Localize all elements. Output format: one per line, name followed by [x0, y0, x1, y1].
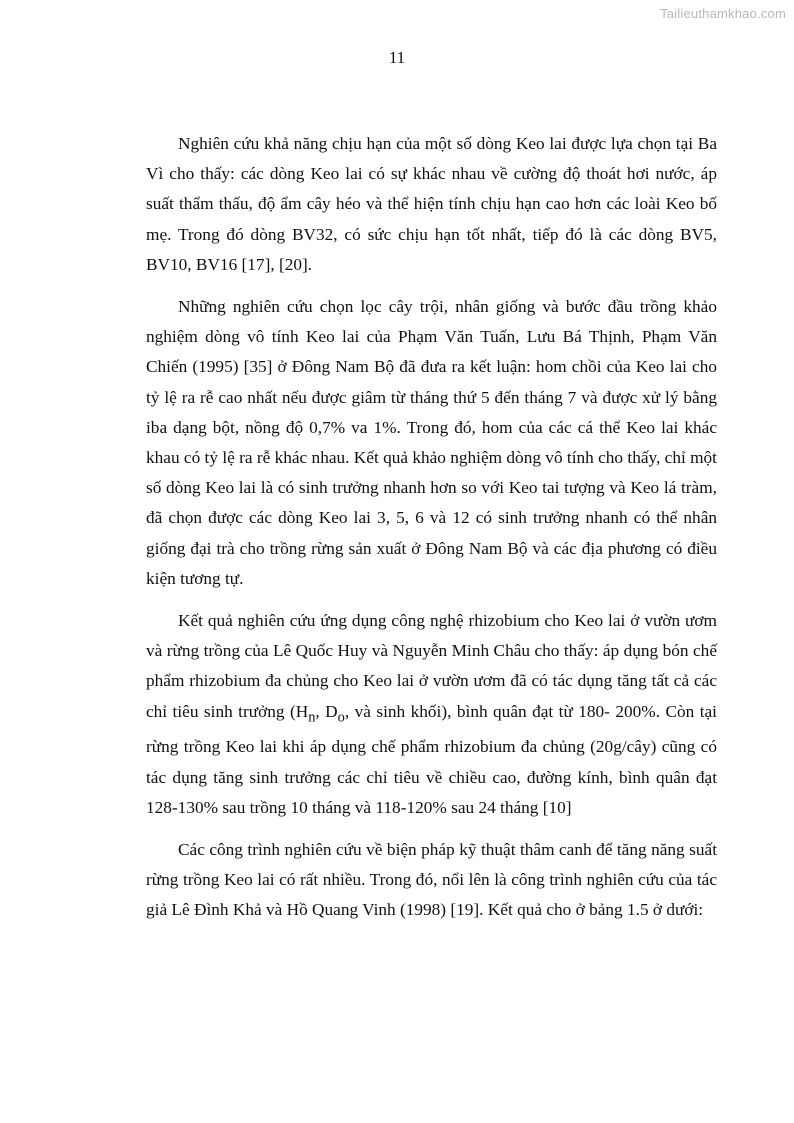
watermark: Tailieuthamkhao.com — [660, 6, 786, 21]
paragraph-drought-tolerance: Nghiên cứu khả năng chịu hạn của một số dòng Keo lai được lựa chọn tại Ba Vì cho thấy: các dòng Keo lai có sự khác nhau về cường độ thoát hơi nước, áp suất thẩm thấu, độ ẩm cây héo và thể hiện tính chịu hạn cao hơn các loài Keo bố mẹ. Trong đó dòng BV32, có sức chịu hạn tốt nhất, tiếp đó là các dòng BV5, BV10, BV16 [17], [20]. — [146, 134, 717, 274]
paragraph-rhizobium — [146, 606, 717, 823]
rhizobium-text-mid: , D — [315, 701, 338, 721]
subscript-n: n — [308, 709, 316, 726]
paragraph-clone-selection: Những nghiên cứu chọn lọc cây trội, nhân giống và bước đầu trồng khảo nghiệm dòng vô tính Keo lai của Phạm Văn Tuấn, Lưu Bá Thịnh, Phạm Văn Chiến (1995) [35] ở Đông Nam Bộ đã đưa ra kết luận: hom chồi của Keo lai cho tỷ lệ ra rễ cao nhất nếu được giâm từ tháng thứ 5 đến tháng 7 và được xử lý bằng iba dạng bột, nồng độ 0,7% va 1%. Trong đó, hom của các cá thể Keo lai khác khau có tỷ lệ ra rễ khác nhau. Kết quả khảo nghiệm dòng vô tính cho thấy, chỉ một số dòng Keo lai là có sinh trưởng nhanh hơn so với Keo tai tượng và Keo lá tràm, đã chọn được các dòng Keo lai 3, 5, 6 và 12 có sinh trưởng nhanh có thể nhân giống đại trà cho trồng rừng sản xuất ở Đông Nam Bộ và các địa phương có điều kiện tương tự. — [146, 297, 717, 588]
subscript-o: o — [337, 709, 345, 726]
paragraph-intensive-methods: Các công trình nghiên cứu về biện pháp kỹ thuật thâm canh để tăng năng suất rừng trồng Keo lai có rất nhiều. Trong đó, nổi lên là công trình nghiên cứu của tác giả Lê Đình Khả và Hồ Quang Vinh (1998) [19]. Kết quả cho ở bảng 1.5 ở dưới: — [146, 839, 717, 920]
rhizobium-text-after: , và sinh khối), bình quân đạt từ 180- 200%. Còn tại rừng trồng Keo lai khi áp dụng chế phẩm rhizobium đa chủng (20g/cây) cũng có tác dụng tăng sinh trưởng các chỉ tiêu về chiều cao, đường kính, bình quân đạt 128-130% sau trồng 10 tháng và 118-120% sau 24 tháng [10] — [146, 701, 717, 817]
document-body — [146, 129, 717, 938]
page-number: 11 — [388, 48, 406, 67]
rhizobium-text-before: Kết quả nghiên cứu ứng dụng công nghệ rhizobium cho Keo lai ở vườn ươm và rừng trồng của Lê Quốc Huy và Nguyễn Minh Châu cho thấy: áp dụng bón chế phẩm rhizobium đa chủng cho Keo lai ở vườn ươm đã có tác dụng tăng tất cả các chỉ tiêu sinh trưởng (H — [146, 611, 717, 721]
